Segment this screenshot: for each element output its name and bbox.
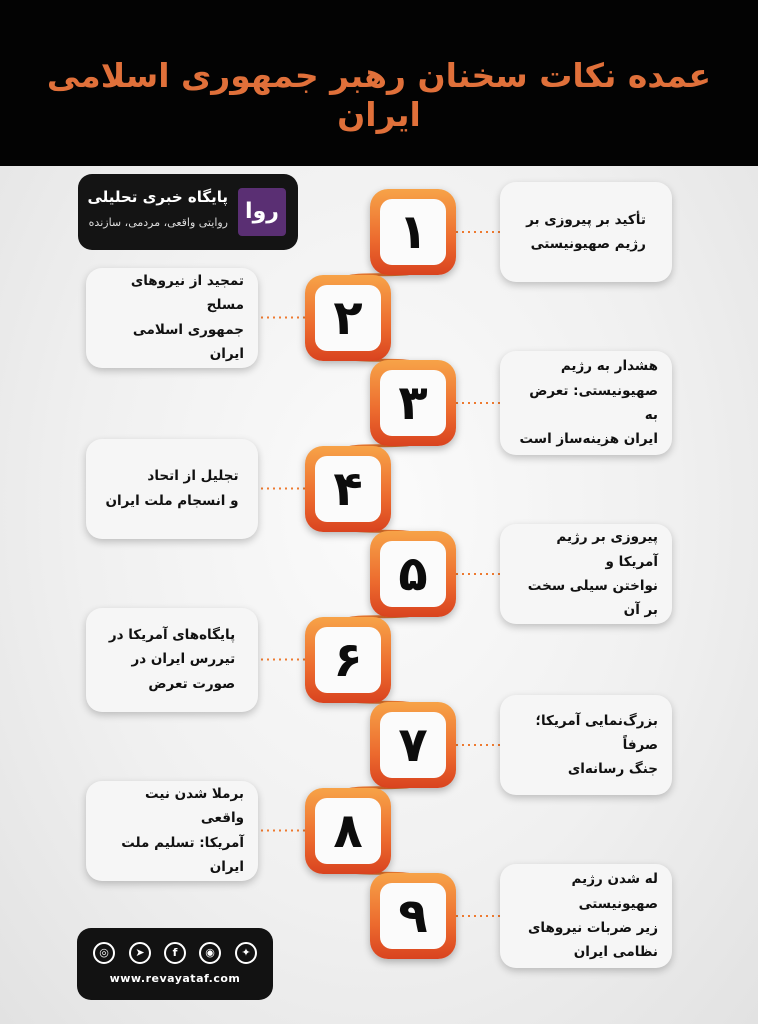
point-text-line: تیررس ایران در <box>131 651 236 668</box>
point-text-line: پیروزی بر رژیم آمریکا و <box>556 529 658 570</box>
number-label: ۱ <box>380 199 446 265</box>
footer-bar <box>77 928 273 1000</box>
number-label: ۹ <box>380 883 446 949</box>
point-text-line: رژیم صهیونیستی <box>530 236 646 252</box>
point-text <box>105 464 238 513</box>
telegram-icon[interactable]: ➤ <box>129 942 151 964</box>
point-card-4 <box>86 439 258 539</box>
point-text-line: تمجید از نیروهای مسلح <box>130 272 244 314</box>
number-label: ۵ <box>380 541 446 607</box>
point-card-8 <box>86 781 258 881</box>
point-text-line: نواختن سیلی سخت بر آن <box>527 578 658 619</box>
point-card-9 <box>500 864 672 968</box>
number-label: ۳ <box>380 370 446 436</box>
point-text-line: تجلیل از اتحاد <box>147 468 239 485</box>
point-text-line: نظامی ایران <box>573 944 658 961</box>
number-label: ۸ <box>315 798 381 864</box>
point-text <box>109 623 235 696</box>
website-link[interactable]: www.revayataf.com <box>109 972 241 985</box>
page-title: عمده نکات سخنان رهبر جمهوری اسلامی ایران <box>46 56 712 134</box>
point-text <box>514 867 658 964</box>
point-text-line: آمریکا: تسلیم ملت ایران <box>121 834 244 875</box>
point-text <box>526 208 646 257</box>
point-card-5 <box>500 524 672 624</box>
point-text-line: و انسجام ملت ایران <box>105 492 239 509</box>
number-label: ۴ <box>315 456 381 522</box>
point-text-line: تأکید بر پیروزی بر <box>526 211 646 228</box>
brand-name: پایگاه خبری تحلیلی <box>87 188 228 206</box>
number-badge-8 <box>305 788 391 874</box>
brand-logo: رو‌ا <box>238 188 286 236</box>
point-card-7 <box>500 695 672 795</box>
point-card-2 <box>86 268 258 368</box>
number-label: ۲ <box>315 285 381 351</box>
point-text-line: صورت تعرض <box>148 675 236 692</box>
number-label: ۷ <box>380 712 446 778</box>
number-badge-6 <box>305 617 391 703</box>
number-badge-5 <box>370 531 456 617</box>
globe-icon[interactable]: ◎ <box>93 942 115 964</box>
point-text-line: صهیونیستی: تعرض به <box>529 382 658 423</box>
point-text-line: هشدار به رژیم <box>560 358 658 375</box>
point-text <box>100 269 244 366</box>
point-text <box>514 354 658 451</box>
point-card-3 <box>500 351 672 455</box>
number-badge-1 <box>370 189 456 275</box>
brand-tagline: روایتی واقعی، مردمی، سازنده <box>88 216 228 229</box>
point-text-line: جمهوری اسلامی ایران <box>132 321 244 362</box>
point-text <box>514 709 658 782</box>
number-badge-2 <box>305 275 391 361</box>
point-text-line: جنگ رسانه‌ای <box>567 761 658 778</box>
number-label: ۶ <box>315 627 381 693</box>
point-text-line: برملا شدن نیت واقعی <box>145 785 244 827</box>
point-card-1 <box>500 182 672 282</box>
point-text-line: زیر ضربات نیروهای <box>528 920 658 936</box>
twitter-icon[interactable]: ✦ <box>235 942 257 964</box>
point-text-line: ایران هزینه‌ساز است <box>519 431 658 448</box>
point-text <box>514 525 658 622</box>
facebook-icon[interactable]: f <box>164 942 186 964</box>
point-text-line: پایگاه‌های آمریکا در <box>108 627 236 644</box>
point-text-line: له شدن رژیم صهیونیستی <box>571 871 658 912</box>
number-badge-3 <box>370 360 456 446</box>
number-badge-7 <box>370 702 456 788</box>
instagram-icon[interactable]: ◉ <box>199 942 221 964</box>
number-badge-4 <box>305 446 391 532</box>
point-text <box>100 782 244 879</box>
number-badge-9 <box>370 873 456 959</box>
point-text-line: بزرگ‌نمایی آمریکا؛ صرفاً <box>535 712 658 753</box>
point-card-6 <box>86 608 258 712</box>
